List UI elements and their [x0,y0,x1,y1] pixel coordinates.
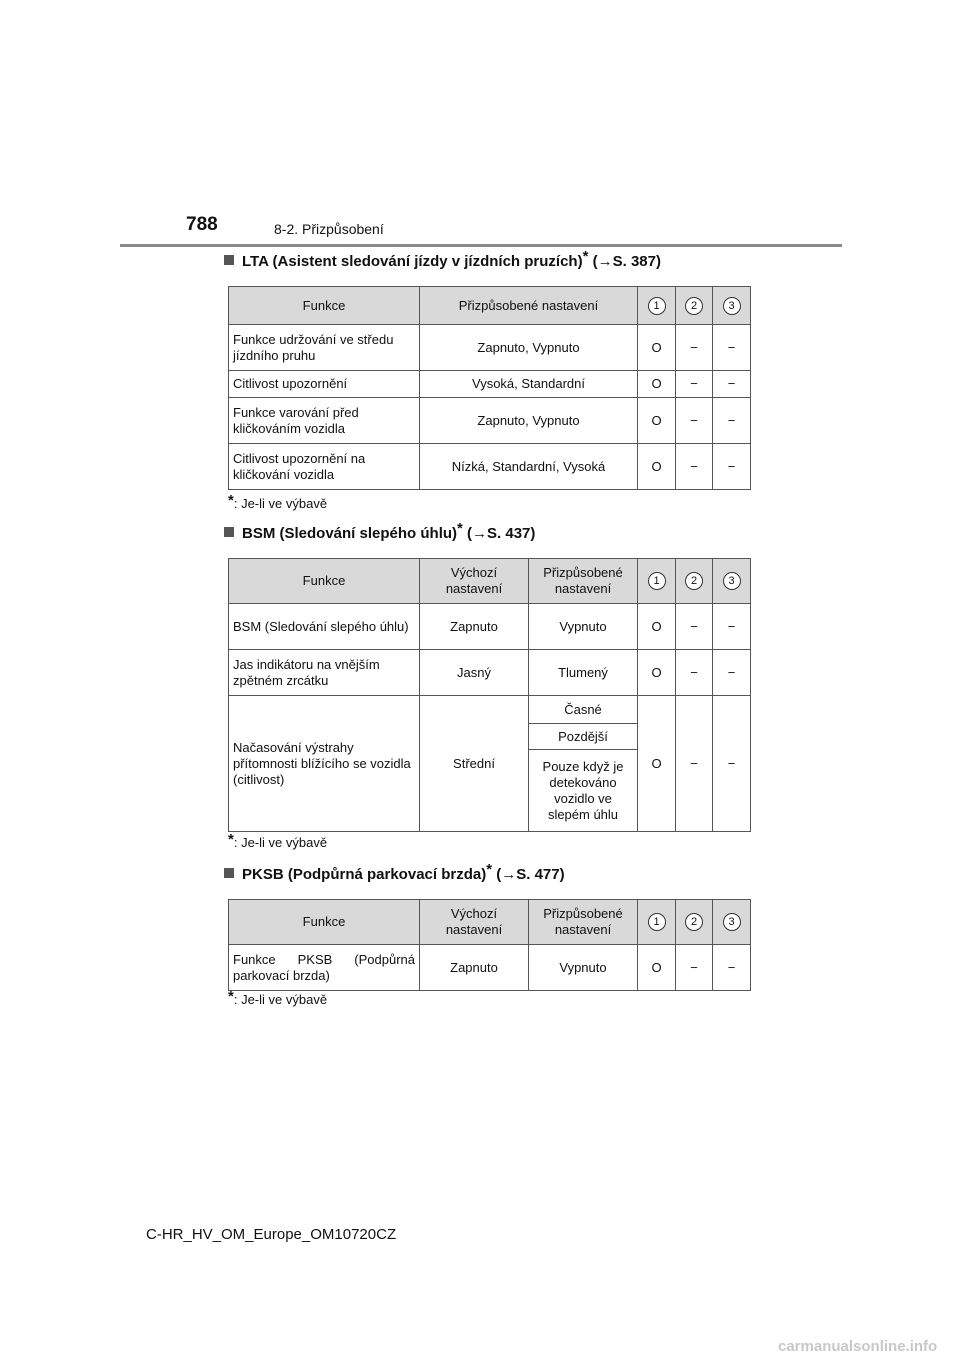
cell-col2: − [676,444,713,490]
circled-number-1-icon: 1 [648,297,666,315]
cell-funkce: Citlivost upozornění na kličkování vozidla [229,444,420,490]
cell-col3: − [713,650,751,696]
cell-funkce: Funkce varování před kličkováním vozidla [229,398,420,444]
cell-col1: O [638,650,676,696]
cell-option-late: Pozdější [529,724,638,750]
cell-vychozi: Zapnuto [420,604,529,650]
cell-col1: O [638,444,676,490]
table-row [229,604,751,650]
cell-funkce: Jas indikátoru na vnějším zpětném zrcátku [229,650,420,696]
cell-col1: O [638,371,676,398]
table-row [229,325,751,371]
cell-prizpusobene: Tlumený [529,650,638,696]
cell-col1: O [638,696,676,832]
cell-funkce: Načasování výstrahy přítomnosti blížícího se vozidla (citlivost) [229,696,420,832]
header-prizpusobene: Přizpůsobené nastavení [420,287,638,325]
lta-page-ref: (→S. 387) [588,253,661,270]
square-bullet-icon [224,868,234,878]
header-funkce: Funkce [229,287,420,325]
lta-footnote [228,492,328,511]
pksb-table [228,899,751,991]
cell-prizpusobene: Vypnuto [529,945,638,991]
cell-col2: − [676,604,713,650]
square-bullet-icon [224,255,234,265]
page-header [120,214,842,246]
table-header-row [229,287,751,325]
cell-nastaveni: Nízká, Standardní, Vysoká [420,444,638,490]
pksb-heading [224,861,565,883]
cell-col3: − [713,444,751,490]
cell-col3: − [713,371,751,398]
circled-number-1-icon: 1 [648,572,666,590]
cell-col2: − [676,325,713,371]
header-vychozi: Výchozí nastavení [420,900,529,945]
watermark: carmanualsonline.info [778,1338,938,1355]
header-funkce: Funkce [229,559,420,604]
asterisk: * [228,492,234,509]
cell-col3: − [713,604,751,650]
asterisk: * [228,988,234,1005]
table-header-row [229,559,751,604]
circled-number-2-icon: 2 [685,572,703,590]
header-funkce: Funkce [229,900,420,945]
circled-number-3-icon: 3 [723,297,741,315]
table-row [229,444,751,490]
circled-number-3-icon: 3 [723,572,741,590]
cell-col3: − [713,325,751,371]
cell-col2: − [676,696,713,832]
pksb-page-ref: (→S. 477) [492,866,565,883]
cell-col2: − [676,398,713,444]
table-row [229,650,751,696]
cell-col3: − [713,945,751,991]
asterisk: * [228,831,234,848]
pksb-footnote [228,988,328,1007]
circled-number-2-icon: 2 [685,913,703,931]
cell-col1: O [638,945,676,991]
circled-number-3-icon: 3 [723,913,741,931]
table-header-row [229,900,751,945]
circled-number-1-icon: 1 [648,913,666,931]
footnote-text: : Je-li ve výbavě [233,496,328,511]
section-label: 8-2. Přizpůsobení [274,221,384,237]
table-row [229,371,751,398]
asterisk: * [582,248,589,265]
cell-funkce: BSM (Sledování slepého úhlu) [229,604,420,650]
cell-col1: O [638,325,676,371]
cell-funkce: Funkce udržování ve středu jízdního pruhu [229,325,420,371]
asterisk: * [486,861,493,878]
square-bullet-icon [224,527,234,537]
bsm-page-ref: (→S. 437) [462,525,536,542]
footnote-text: : Je-li ve výbavě [233,992,328,1007]
table-row [229,398,751,444]
cell-col2: − [676,371,713,398]
cell-funkce: Citlivost upozornění [229,371,420,398]
footnote-text: : Je-li ve výbavě [233,835,328,850]
cell-option-blind-spot: Pouze když je detekováno vozidlo ve slepém úhlu [529,750,638,832]
cell-col3: − [713,398,751,444]
cell-prizpusobene: Vypnuto [529,604,638,650]
table-row [229,945,751,991]
cell-col2: − [676,650,713,696]
header-prizpusobene: Přizpůsobené nastavení [529,559,638,604]
document-code: C-HR_HV_OM_Europe_OM10720CZ [146,1226,397,1243]
pksb-title: PKSB (Podpůrná parkovací brzda) [242,866,487,883]
cell-col2: − [676,945,713,991]
bsm-heading [224,520,536,542]
header-prizpusobene: Přizpůsobené nastavení [529,900,638,945]
cell-vychozi: Zapnuto [420,945,529,991]
bsm-title: BSM (Sledování slepého úhlu) [242,525,458,542]
cell-col1: O [638,398,676,444]
asterisk: * [457,520,463,537]
circled-number-2-icon: 2 [685,297,703,315]
cell-nastaveni: Zapnuto, Vypnuto [420,398,638,444]
cell-vychozi: Střední [420,696,529,832]
bsm-table [228,558,751,832]
header-rule [120,244,842,247]
table-row [229,696,751,724]
cell-nastaveni: Zapnuto, Vypnuto [420,325,638,371]
cell-col1: O [638,604,676,650]
bsm-footnote [228,831,328,850]
lta-table [228,286,751,490]
page-number: 788 [186,214,218,235]
lta-heading [224,248,661,270]
header-vychozi: Výchozí nastavení [420,559,529,604]
cell-col3: − [713,696,751,832]
lta-title: LTA (Asistent sledování jízdy v jízdních pruzích) [242,253,583,270]
cell-funkce: Funkce PKSB (Podpůrná parkovací brzda) [229,945,420,991]
cell-option-early: Časné [529,696,638,724]
cell-vychozi: Jasný [420,650,529,696]
cell-nastaveni: Vysoká, Standardní [420,371,638,398]
